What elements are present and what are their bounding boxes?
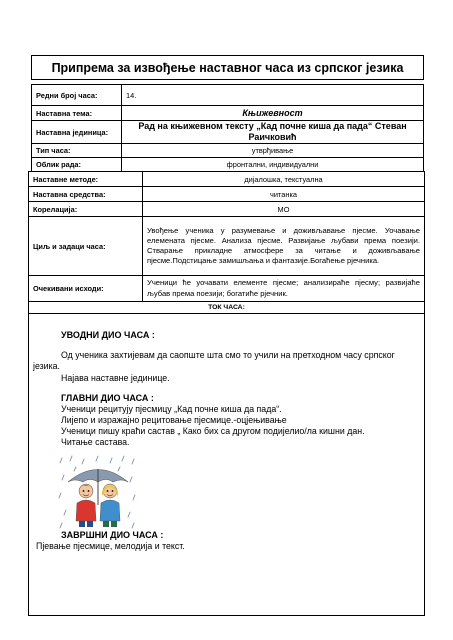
lesson-methods-table (28, 171, 425, 314)
frame-bottom-border (28, 615, 425, 616)
row-label: Циљ и задаци часа: (29, 217, 143, 276)
frame-right-border (424, 312, 425, 615)
intro-paragraph: Од ученика захтијевам да саопште шта смо то учили на претходном часу српског језика. (33, 350, 395, 372)
lesson-info-table (31, 84, 424, 172)
table-row (32, 106, 424, 121)
final-heading: ЗАВРШНИ ДИО ЧАСА : (61, 530, 164, 540)
final-line: Пјевање пјесмице, мелодија и текст. (36, 541, 185, 551)
table-row (29, 202, 425, 217)
row-label: Тип часа: (32, 144, 122, 158)
main-line: Ученици рецитују пјесмицу „Кад почне киша да пада“. (61, 404, 282, 414)
intro-heading: УВОДНИ ДИО ЧАСА : (61, 330, 155, 340)
frame-left-border (28, 312, 29, 615)
row-value: читанка (143, 187, 425, 202)
table-row (29, 276, 425, 302)
main-line: Читање састава. (61, 437, 130, 447)
table-row (32, 121, 424, 144)
row-label: Наставна јединица: (32, 121, 122, 144)
table-row (29, 187, 425, 202)
row-value: 14. (122, 85, 424, 106)
main-heading: ГЛАВНИ ДИО ЧАСА : (61, 393, 154, 403)
row-label: Наставна тема: (32, 106, 122, 121)
table-row (29, 217, 425, 276)
lesson-flow-label: ТОК ЧАСА: (29, 302, 425, 314)
row-label: Наставна средства: (29, 187, 143, 202)
table-row (29, 172, 425, 187)
page-title: Припрема за извођење наставног часа из српског језика (31, 55, 424, 80)
table-row (32, 158, 424, 172)
row-value: Књижевност (122, 106, 424, 121)
intro-announcement: Најава наставне јединице. (61, 373, 170, 383)
table-row (32, 85, 424, 106)
row-value: МО (143, 202, 425, 217)
row-label: Очекивани исходи: (29, 276, 143, 302)
row-label: Наставне методе: (29, 172, 143, 187)
row-value: Ученици ће уочавати елементе пјесме; анализираће пјесму; развијаће љубав према поезији; богатиће рјечник. (143, 276, 425, 302)
row-value: фронтални, индивидуални (122, 158, 424, 172)
rain-umbrella-illustration (58, 455, 138, 530)
row-value: дијалошка, текстуална (143, 172, 425, 187)
row-value: Рад на књижевном тексту „Кад почне киша да пада“ Стеван Раичковић (122, 121, 424, 144)
table-row (29, 302, 425, 314)
main-line: Лијепо и изражајно рецитовање пјесмице.-оцјењивање (61, 415, 287, 425)
row-label: Редни број часа: (32, 85, 122, 106)
row-label: Корелација: (29, 202, 143, 217)
row-value: Увођење ученика у разумевање и доживљавање пјесме. Уочавање елемената пјесме. Анализа пјесме. Развијање љубави према поезији. Стварање прикладне атмосфере за читање и доживљавање пјесме.Подстицање замишљања и фантазије.Богаћење рјечника. (143, 217, 425, 276)
row-label: Облик рада: (32, 158, 122, 172)
table-row (32, 144, 424, 158)
main-line: Ученици пишу крaћи састав „ Како бих са другом подијелио/ла кишни дан. (61, 426, 365, 436)
row-value: утврђивање (122, 144, 424, 158)
